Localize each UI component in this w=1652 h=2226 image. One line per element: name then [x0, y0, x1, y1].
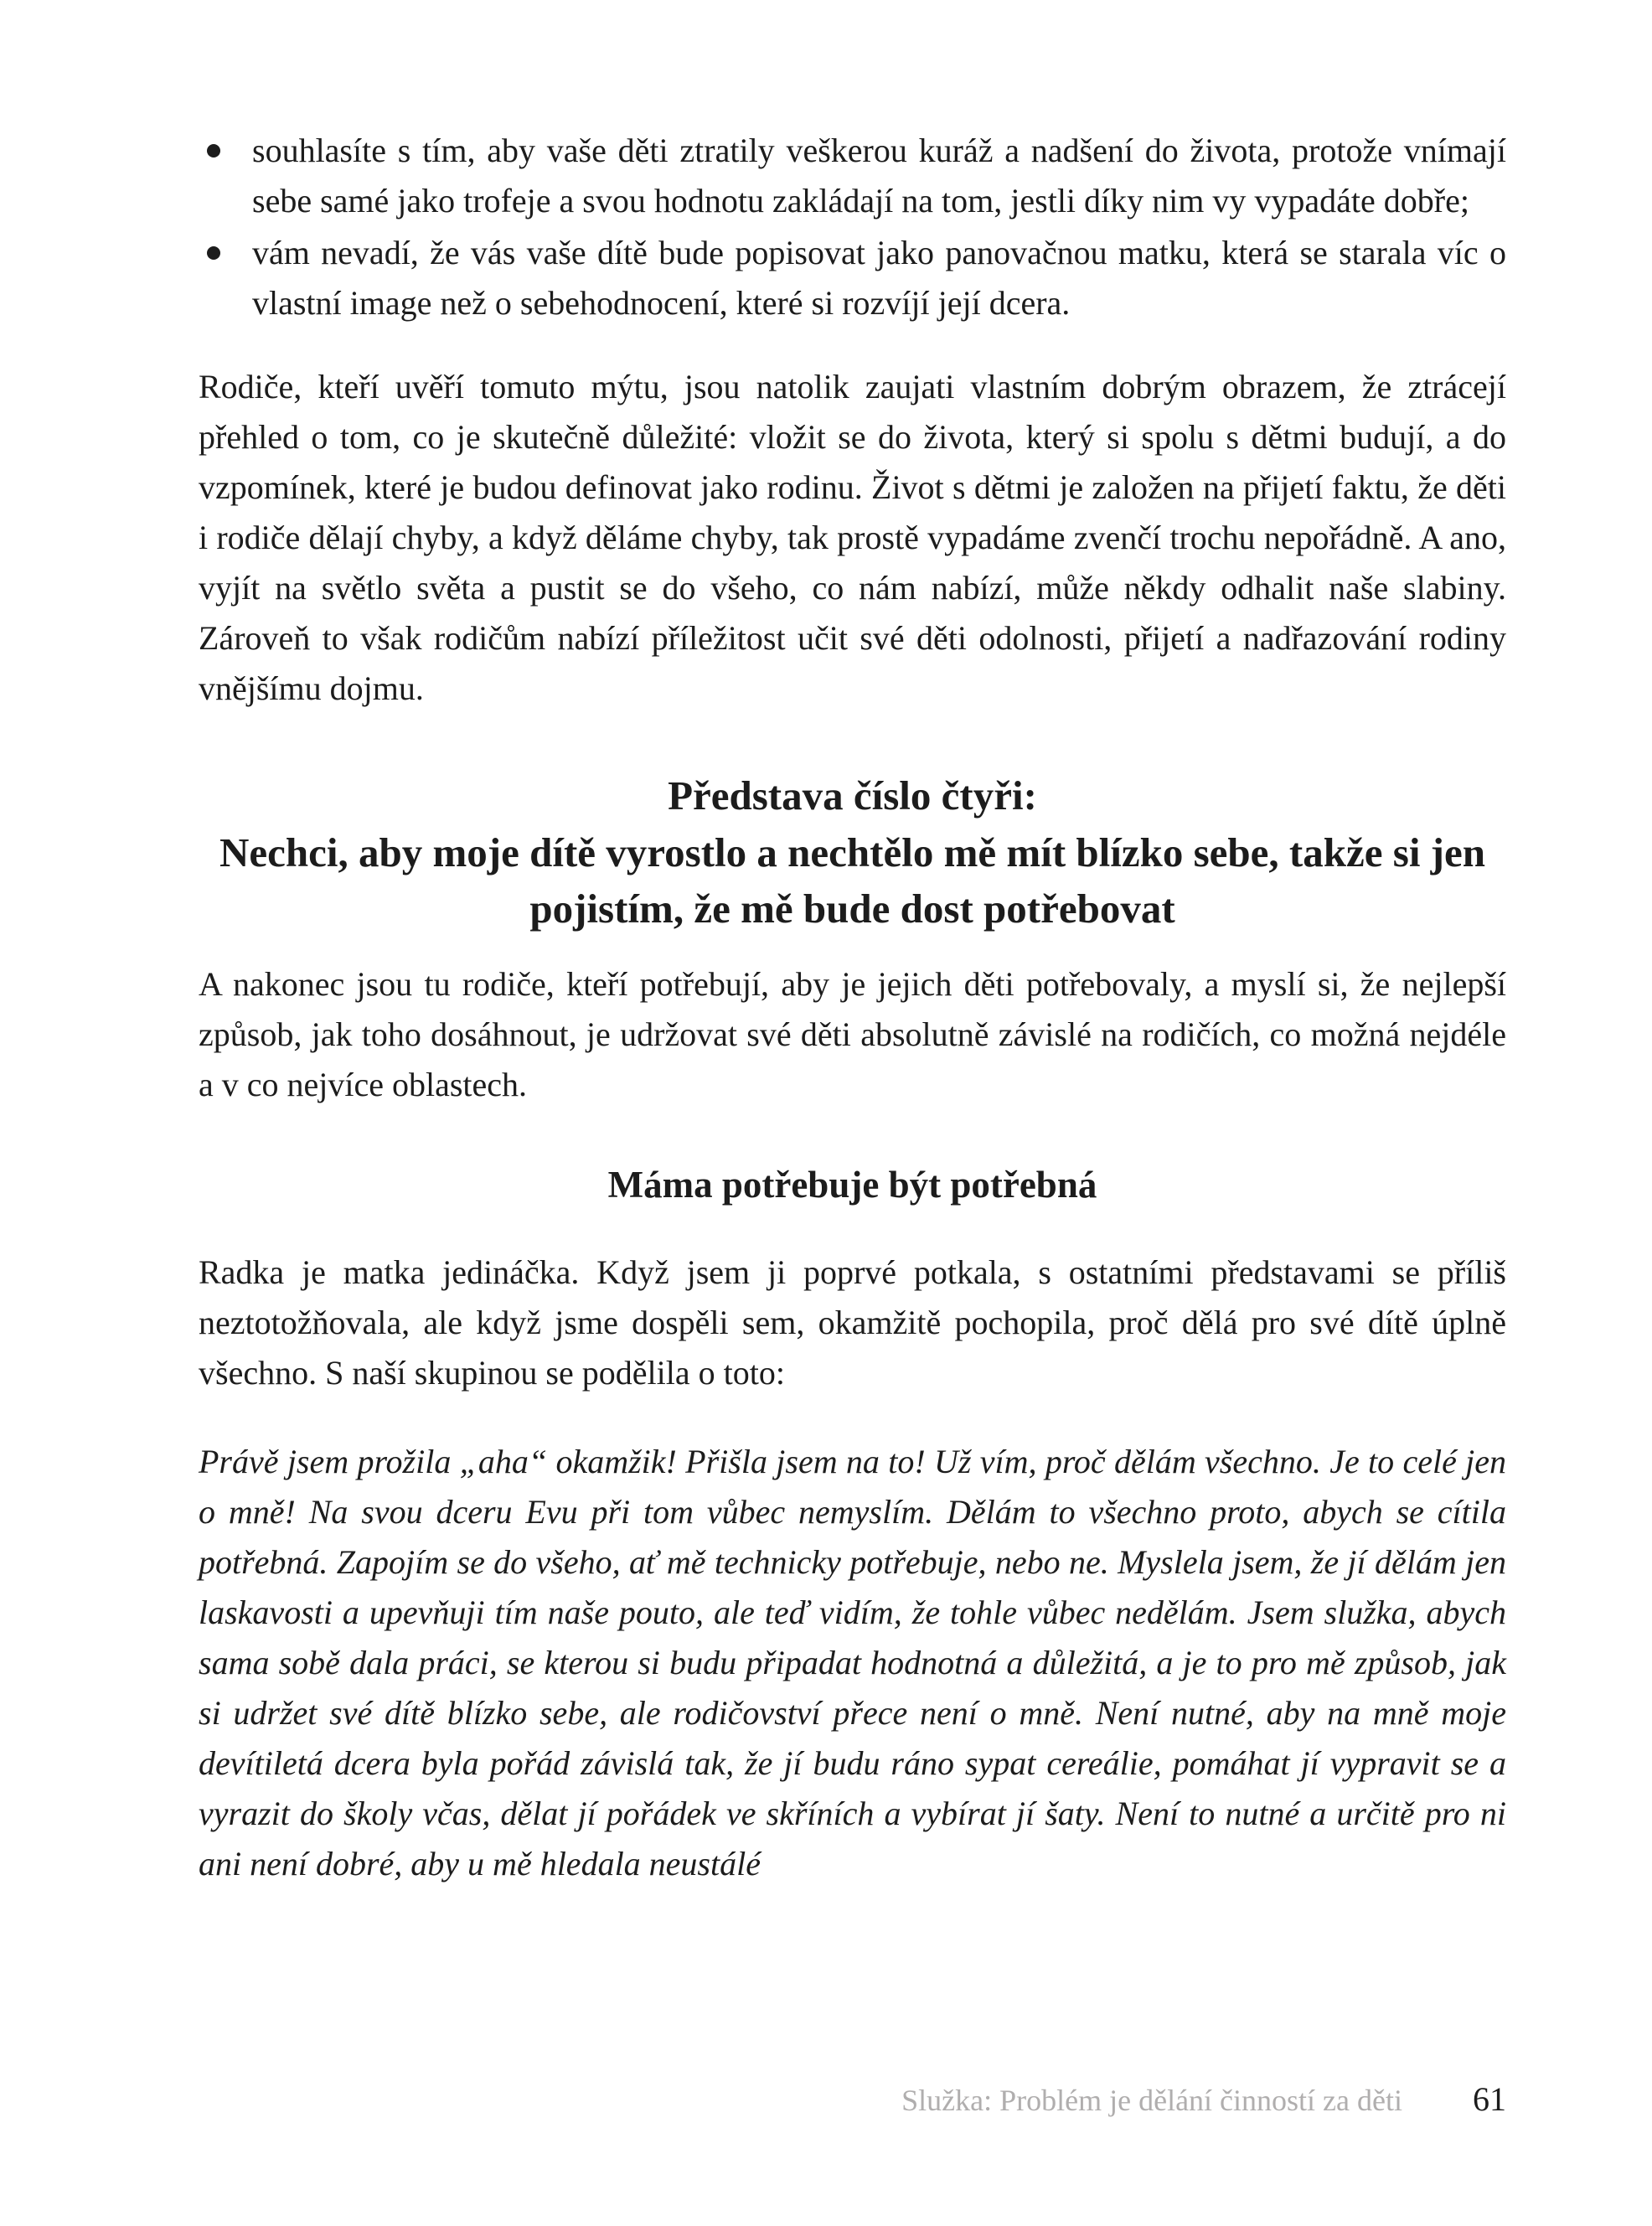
paragraph-myth: Rodiče, kteří uvěří tomuto mýtu, jsou natolik zaujati vlastním dobrým obrazem, že ztrácejí přehled o tom, co je skutečně důležité: vložit se do života, který si spolu s dětmi budují, a do vzpomínek, které je budou definovat jako rodinu. Život s dětmi je založen na přijetí faktu, že děti i rodiče dělají chyby, a když děláme chyby, tak prostě vypadáme zvenčí trochu nepořádně. A ano, vyjít na světlo světa a pustit se do všeho, co nám nabízí, může někdy odhalit naše slabiny. Zároveň to však rodičům nabízí příležitost učit své děti odolnosti, přijetí a nadřazování rodiny vnějšímu dojmu.	[199, 368, 1506, 707]
bullet-list	[199, 126, 1506, 328]
bullet-item	[199, 126, 1506, 226]
bullet-item	[199, 228, 1506, 328]
section-heading	[199, 767, 1506, 937]
bullet-text: souhlasíte s tím, aby vaše děti ztratily veškerou kuráž a nadšení do života, protože vnímají sebe samé jako trofeje a svou hodnotu zakládají na tom, jestli díky nim vy vypadáte dobře;	[252, 132, 1506, 220]
blockquote-testimonial: Právě jsem prožila „aha“ okamžik! Přišla jsem na to! Už vím, proč dělám všechno. Je to celé jen o mně! Na svou dceru Evu při tom vůbec nemyslím. Dělám to všechno proto, abych se cítila potřebná. Zapojím se do všeho, ať mě technicky potřebuje, nebo ne. Myslela jsem, že jí dělám jen laskavosti a upevňuji tím naše pouto, ale teď vidím, že tohle vůbec nedělám. Jsem služka, abych sama sobě dala práci, se kterou si budu připadat hodnotná a důležitá, a je to pro mě způsob, jak si udržet své dítě blízko sebe, ale rodičovství přece není o mně. Není nutné, aby na mně moje devítiletá dcera byla pořád závislá tak, že jí budu ráno sypat cereálie, pomáhat jí vypravit se a vyrazit do školy včas, dělat jí pořádek ve skříních a vybírat jí šaty. Není to nutné a určitě pro ni ani není dobré, aby u mě hledala neustálé	[199, 1443, 1506, 1883]
footer-running-title: Služka: Problém je dělání činností za děti	[901, 2084, 1402, 2117]
subsection-heading: Máma potřebuje být potřebná	[607, 1163, 1097, 1206]
paragraph-intro: A nakonec jsou tu rodiče, kteří potřebují, aby je jejich děti potřebovaly, a myslí si, že nejlepší způsob, jak toho dosáhnout, je udržovat své děti absolutně závislé na rodičích, co možná nejdéle a v co nejvíce oblastech.	[199, 964, 1506, 1103]
running-footer	[901, 2079, 1506, 2119]
bullet-dot-icon	[207, 246, 220, 260]
page-number: 61	[1473, 2080, 1506, 2118]
bullet-dot-icon	[207, 144, 220, 158]
bullet-text: vám nevadí, že vás vaše dítě bude popisovat jako panovačnou matku, která se starala víc o vlastní image než o sebehodnocení, které si rozvíjí její dcera.	[252, 234, 1506, 322]
heading-line-2: Nechci, aby moje dítě vyrostlo a nechtělo mě mít blízko sebe, takže si jen pojistím, že mě bude dost potřebovat	[219, 829, 1486, 932]
paragraph-radka: Radka je matka jedináčka. Když jsem ji poprvé potkala, s ostatními představami se příliš neztotožňovala, ale když jsme dospěli sem, okamžitě pochopila, proč dělá pro své dítě úplně všechno. S naší skupinou se podělila o toto:	[199, 1253, 1506, 1392]
heading-line-1: Představa číslo čtyři:	[668, 772, 1037, 819]
page-content	[199, 126, 1506, 1923]
